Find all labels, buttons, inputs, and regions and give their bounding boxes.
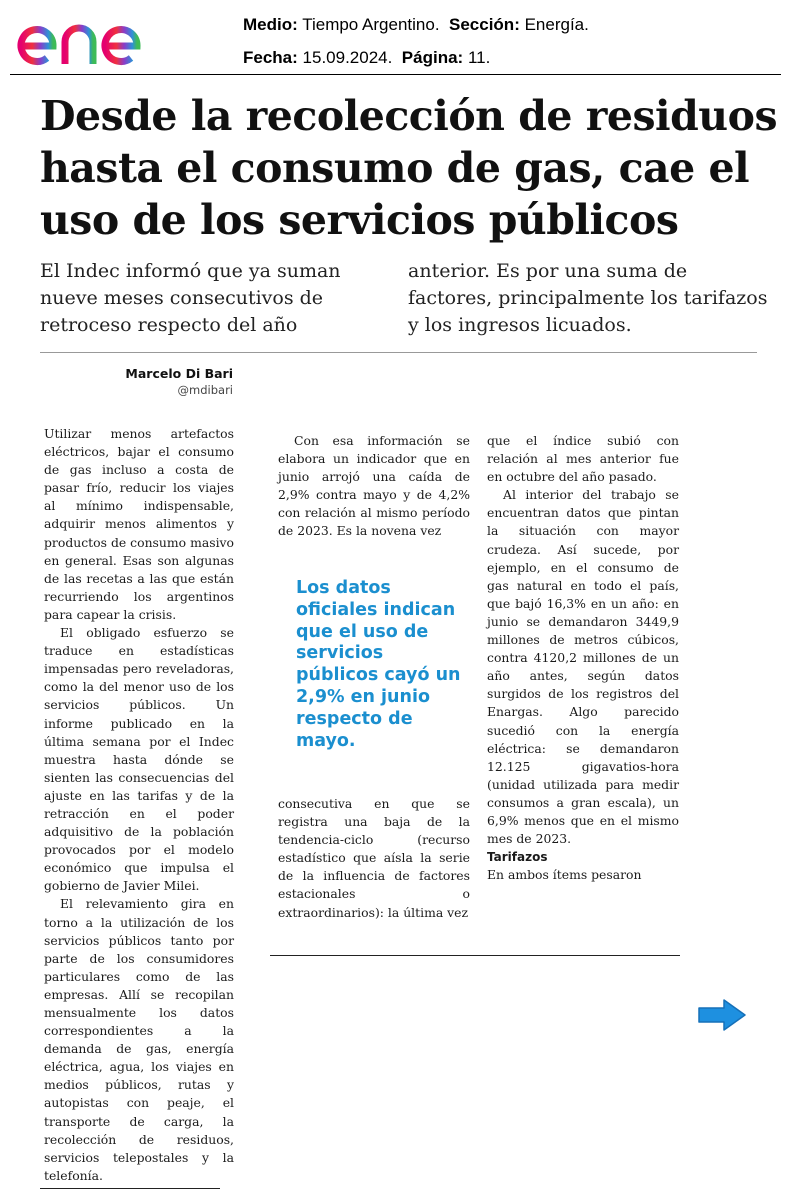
article-dek-right: anterior. Es por una suma de factores, principalmente los tarifazos y los ingresos licuados. — [408, 260, 768, 336]
header-divider — [10, 74, 781, 75]
pagina-label: Página: — [401, 48, 464, 67]
medio-value: Tiempo Argentino. — [302, 15, 440, 34]
fecha-label: Fecha: — [243, 48, 298, 67]
press-clip-meta — [243, 8, 589, 74]
author-handle: @mdibari — [177, 383, 233, 397]
arrow-right-icon[interactable] — [696, 997, 748, 1033]
paragraph: En ambos ítems pesaron — [487, 867, 642, 883]
article-headline: Desde la recolección de residuos hasta el consumo de gas, cae el uso de los servicios públicos — [40, 92, 778, 244]
dek-divider — [40, 352, 757, 353]
subheading: Tarifazos — [487, 850, 548, 865]
meta-line-2 — [243, 41, 589, 74]
article-dek-left: El Indec informó que ya suman nueve meses consecutivos de retroceso respecto del año — [40, 260, 341, 336]
paragraph: que el índice subió con relación al mes anterior fue en octubre del año pasado. — [487, 433, 679, 485]
column-end-rule — [40, 1188, 220, 1189]
pull-quote: Los datos oficiales indican que el uso de servicios públicos cayó un 2,9% en junio respecto de mayo. — [296, 578, 461, 751]
paragraph: Con esa información se elabora un indicador que en junio arrojó una caída de 2,9% contra mayo y de 4,2% con relación al mismo período de 2023. Es la novena vez — [278, 433, 470, 539]
paragraph: Utilizar menos artefactos eléctricos, bajar el consumo de gas incluso a costa de pasar frío, reducir los viajes al mínimo indispensable, adquirir menos alimentos y productos de consumo masivo en general. Esas son algunas de las recetas a las que están recurriendo los argentinos para capear la crisis. — [44, 426, 234, 622]
enel-logo — [15, 8, 180, 68]
meta-line-1 — [243, 8, 589, 41]
paragraph: Al interior del trabajo se encuentran datos que pintan la situación con mayor crudeza. Así sucede, por ejemplo, en el consumo de gas natural en todo el país, que bajó 16,3% en un año: en junio se demandaron 3449,9 millones de metros cúbicos, contra 4120,2 millones de un año antes, según datos surgidos de los registros del Enargas. Algo parecido sucedió con la energía eléctrica: se demandaron 12.125 gigavatios-hora (unidad utilizada para medir consumos a gran escala), un 6,9% menos que en el mismo mes de 2023. — [487, 487, 679, 847]
paragraph: El relevamiento gira en torno a la utilización de los servicios públicos tanto por parte de los consumidores particulares como de las empresas. Allí se recopilan mensualmente los datos correspondientes a la demanda de gas, energía eléctrica, agua, los viajes en medios públicos, rutas y autopistas con peaje, el transporte de carga, la recolección de residuos, servicios telepostales y la telefonía. — [44, 896, 234, 1183]
medio-label: Medio: — [243, 15, 298, 34]
seccion-value: Energía. — [524, 15, 589, 34]
fecha-value: 15.09.2024. — [302, 48, 393, 67]
article-column-1 — [44, 425, 234, 1185]
byline — [125, 366, 233, 398]
author-name: Marcelo Di Bari — [125, 366, 233, 381]
article-column-2-top — [278, 432, 470, 541]
seccion-label: Sección: — [449, 15, 520, 34]
column-end-rule — [270, 955, 680, 956]
article-column-2-bottom — [278, 795, 470, 922]
paragraph: consecutiva en que se registra una baja de la tendencia-ciclo (recurso estadístico que aísla la serie de la influencia de factores estacionales o extraordinarios): la última vez — [278, 796, 470, 920]
paragraph: El obligado esfuerzo se traduce en estadísticas impensadas pero reveladoras, como la del menor uso de los servicios públicos. Un informe publicado en la última semana por el Indec muestra hasta dónde se sienten las consecuencias del ajuste en las tarifas y de la retracción en el poder adquisitivo de la población provocados por el modelo económico que impulsa el gobierno de Javier Milei. — [44, 625, 234, 894]
article-column-3 — [487, 432, 679, 884]
pagina-value: 11. — [467, 48, 491, 67]
